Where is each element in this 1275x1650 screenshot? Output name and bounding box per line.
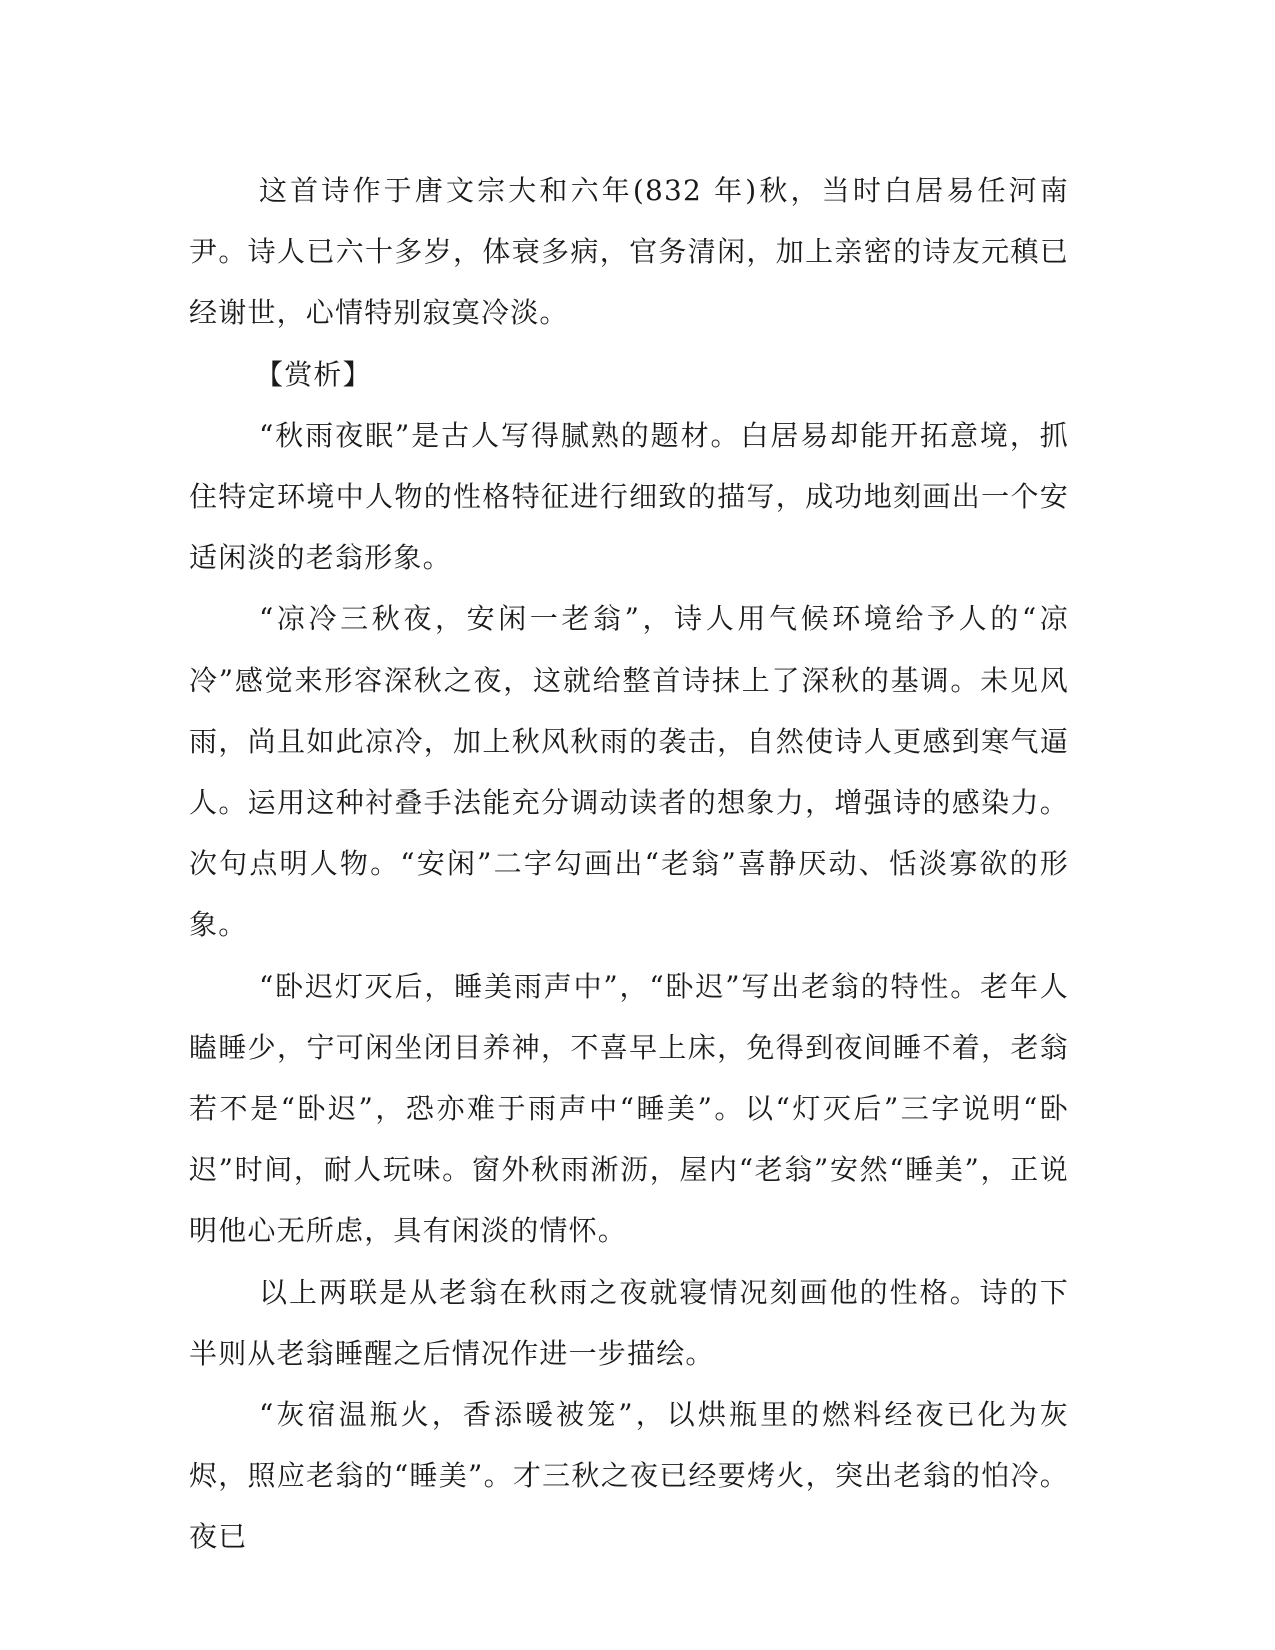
paragraph-second-couplet: “卧迟灯灭后，睡美雨声中”，“卧迟”写出老翁的特性。老年人瞌睡少，宁可闲坐闭目养神，不喜早上床，免得到夜间睡不着，老翁若不是“卧迟”，恐亦难于雨声中“睡美”。以“灯灭后”三字说明“卧迟”时间，耐人玩味。窗外秋雨淅沥，屋内“老翁”安然“睡美”，正说明他心无所虑，具有闲淡的情怀。 <box>189 969 1069 1248</box>
paragraph-third-couplet: “灰宿温瓶火，香添暖被笼”，以烘瓶里的燃料经夜已化为灰烬，照应老翁的“睡美”。才三秋之夜已经要烤火，突出老翁的怕冷。夜已 <box>189 1398 1069 1554</box>
section-heading-appreciation: 【赏析】 <box>255 357 372 391</box>
document-body <box>189 160 1069 1568</box>
paragraph-transition: 以上两联是从老翁在秋雨之夜就寝情况刻画他的性格。诗的下半则从老翁睡醒之后情况作进一步描绘。 <box>189 1275 1069 1370</box>
paragraph-theme: “秋雨夜眠”是古人写得腻熟的题材。白居易却能开拓意境，抓住特定环境中人物的性格特征进行细致的描写，成功地刻画出一个安适闲淡的老翁形象。 <box>189 418 1069 575</box>
paragraph-first-couplet: “凉冷三秋夜，安闲一老翁”，诗人用气候环境给予人的“凉冷”感觉来形容深秋之夜，这就给整首诗抹上了深秋的基调。未见风雨，尚且如此凉冷，加上秋风秋雨的袭击，自然使诗人更感到寒气逼人。运用这种衬叠手法能充分调动读者的想象力，增强诗的感染力。次句点明人物。“安闲”二字勾画出“老翁”喜静厌动、恬淡寡欲的形象。 <box>189 602 1069 942</box>
paragraph-background: 这首诗作于唐文宗大和六年(832 年)秋，当时白居易任河南尹。诗人已六十多岁，体衰多病，官务清闲，加上亲密的诗友元稹已经谢世，心情特别寂寞冷淡。 <box>189 174 1069 330</box>
